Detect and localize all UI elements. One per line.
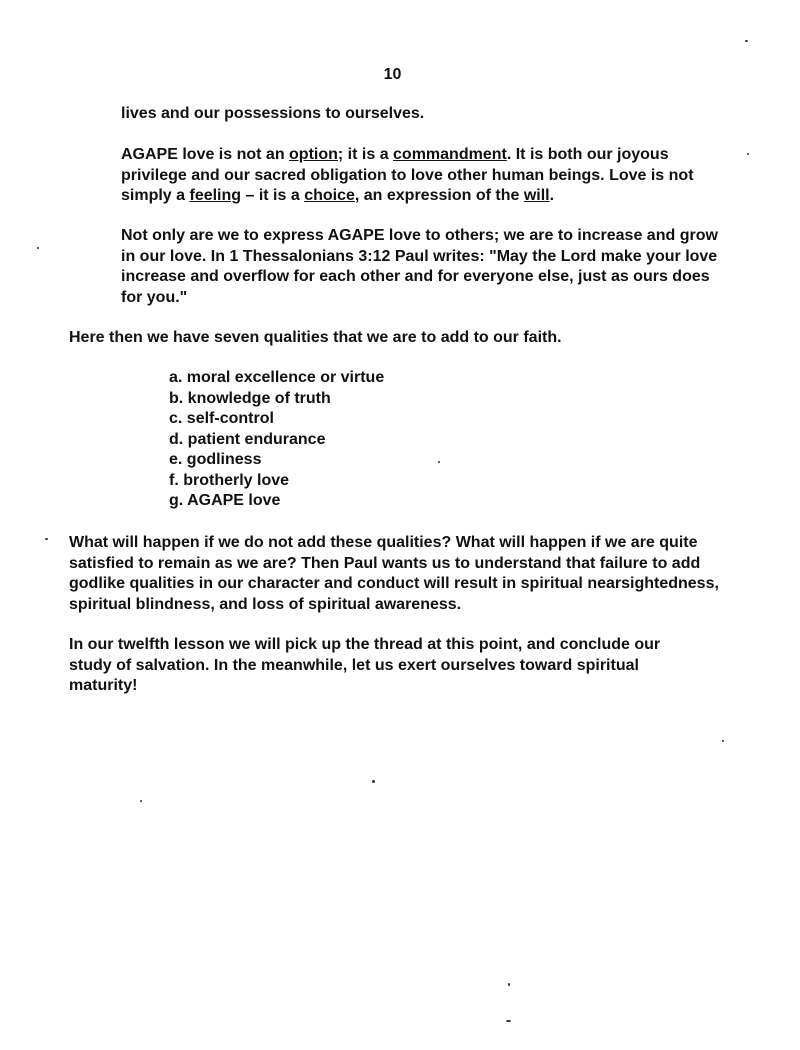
list-item: c. self-control bbox=[169, 410, 274, 427]
scan-speck bbox=[45, 538, 48, 540]
agape-text-1: AGAPE love is not an bbox=[121, 146, 290, 163]
qualities-list bbox=[169, 368, 384, 512]
underlined-feeling: feeling bbox=[189, 187, 242, 204]
scan-speck bbox=[508, 983, 510, 986]
list-item: f. brotherly love bbox=[169, 471, 290, 489]
list-item: b. knowledge of truth bbox=[169, 389, 331, 407]
agape-text-2: ; it is a bbox=[337, 146, 394, 163]
paragraph-consequence: What will happen if we do not add these qualities? What will happen if we are quite satisfied to remain as we are? Then Paul wants us to understand that failure to add godlike qualities in our character and conduct will result in spiritual nearsightedness, spiritual blindness, and loss of spiritual awareness. bbox=[69, 534, 719, 613]
paragraph-agape bbox=[121, 145, 721, 207]
agape-text-3: . It is both our joyous privilege and our sacred obligation to love other human beings. Love is not simply a bbox=[121, 146, 694, 204]
paragraph-conclusion: In our twelfth lesson we will pick up the thread at this point, and conclude our study of salvation. In the meanwhile, let us exert ourselves toward spiritual maturity! bbox=[69, 636, 661, 694]
underlined-will: will bbox=[523, 187, 550, 204]
underlined-choice: choice bbox=[304, 187, 355, 204]
qualities-intro: Here then we have seven qualities that we are to add to our faith. bbox=[69, 329, 562, 346]
list-item: g. AGAPE love bbox=[169, 492, 281, 509]
list-item: a. moral excellence or virtue bbox=[169, 369, 385, 386]
scan-speck bbox=[745, 40, 748, 42]
list-item: e. godliness bbox=[169, 451, 262, 468]
scan-speck bbox=[372, 780, 375, 783]
page-number: 10 bbox=[383, 66, 402, 83]
scan-speck bbox=[438, 461, 440, 463]
agape-text-6: . bbox=[549, 187, 555, 204]
underlined-option: option bbox=[289, 146, 338, 163]
scan-speck bbox=[747, 153, 749, 155]
scan-speck bbox=[140, 800, 142, 802]
paragraph-continuation: lives and our possessions to ourselves. bbox=[121, 105, 425, 122]
scan-speck bbox=[722, 740, 724, 742]
agape-text-4: – it is a bbox=[241, 187, 305, 204]
paragraph-increase: Not only are we to express AGAPE love to others; we are to increase and grow in our love. In 1 Thessalonians 3:12 Paul writes: "May the Lord make your love increase and overflow for each other and for everyone else, just as ours does for you." bbox=[121, 227, 718, 306]
list-item: d. patient endurance bbox=[169, 430, 326, 448]
scan-speck bbox=[506, 1020, 511, 1022]
scan-speck bbox=[37, 247, 39, 249]
underlined-commandment: commandment bbox=[393, 146, 507, 163]
agape-text-5: , an expression of the bbox=[354, 187, 524, 204]
